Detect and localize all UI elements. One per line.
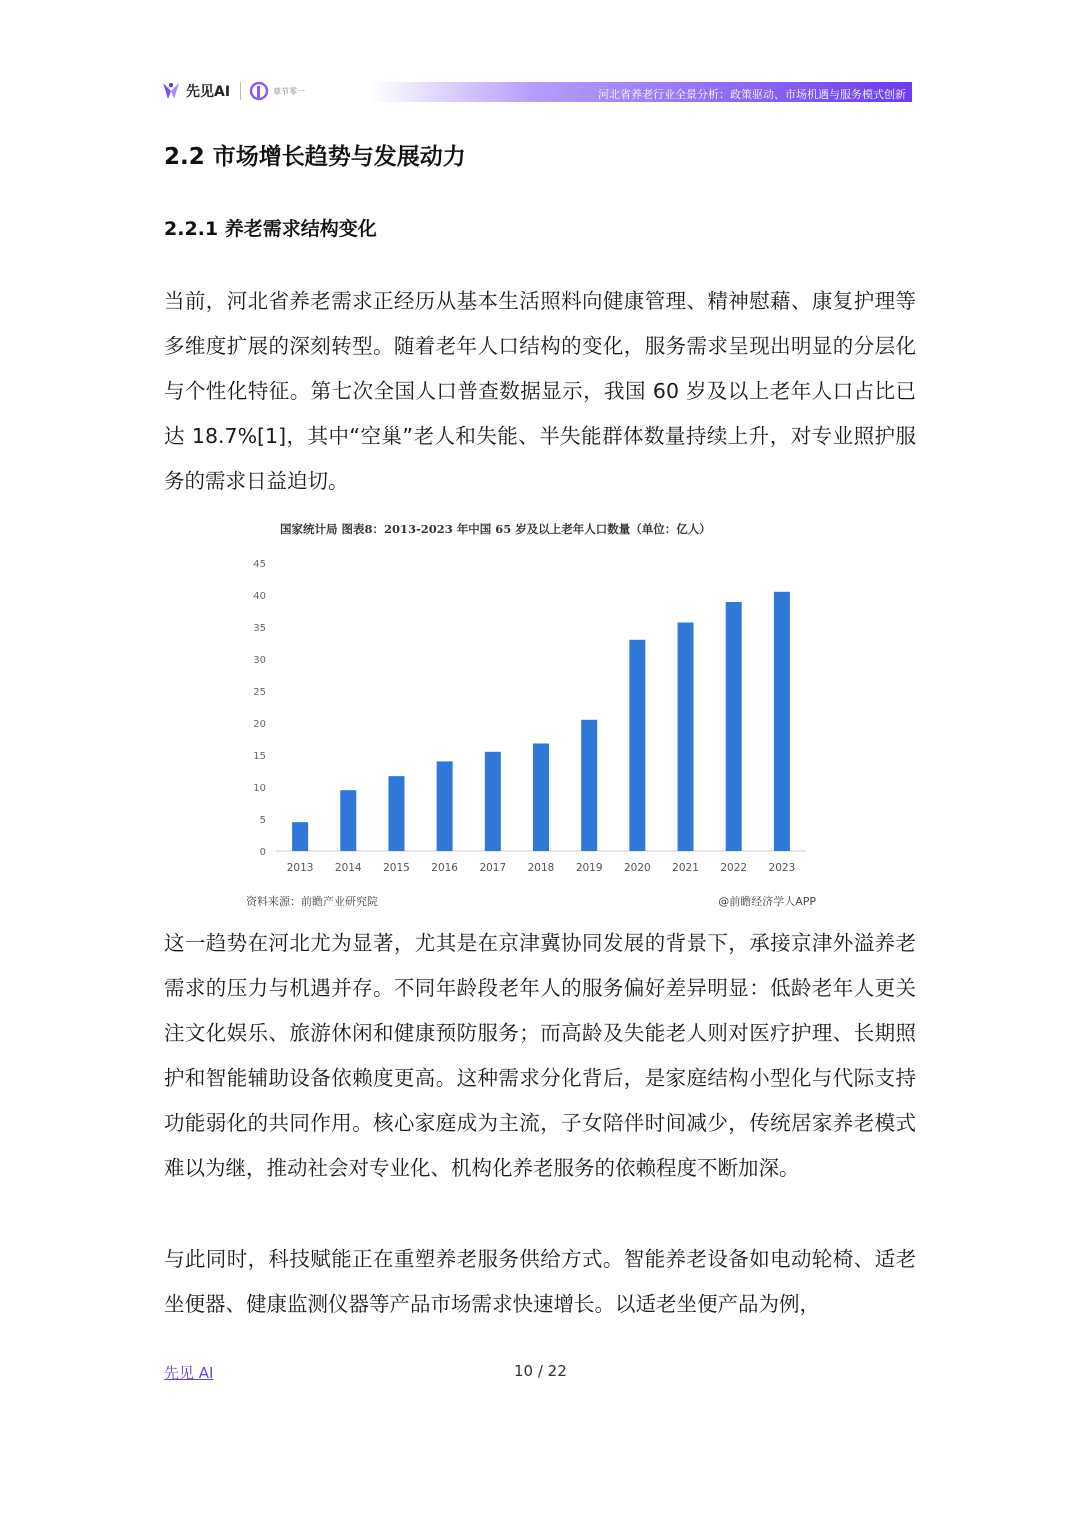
x-tick-label: 2022 [720, 862, 748, 874]
footer-brand-link[interactable]: 先见 AI [164, 1364, 214, 1382]
bar-2018 [533, 743, 549, 851]
bar-2017 [485, 752, 501, 851]
header-title-band [370, 82, 912, 102]
bar-2014 [340, 790, 356, 851]
brand-logo [160, 78, 305, 104]
x-tick-label: 2016 [431, 862, 459, 874]
y-tick-label: 25 [253, 687, 266, 698]
bar-2023 [774, 592, 790, 851]
y-tick-label: 5 [259, 815, 266, 826]
bar-2013 [292, 822, 308, 851]
section-heading: 2.2 市场增长趋势与发展动力 [164, 144, 466, 170]
logo-divider [240, 82, 241, 100]
x-tick-label: 2014 [334, 862, 362, 874]
page-number: 10 / 22 [514, 1362, 567, 1380]
paragraph-demand-shift: 当前，河北省养老需求正经历从基本生活照料向健康管理、精神慰藉、康复护理等多维度扩展的深刻转型。随着老年人口结构的变化，服务需求呈现出明显的分层化与个性化特征。第七次全国人口普查数据显示，我国 60 岁及以上老年人口占比已达 18.7%[1]，其中“空巢”老人和失能、半失能群体数量持续上升，对专业照护服务的需求日益迫切。 [164, 289, 916, 493]
chart-canvas [236, 513, 836, 917]
y-tick-label: 35 [253, 623, 266, 634]
partner-logo-icon [249, 81, 269, 101]
y-tick-label: 40 [253, 591, 266, 602]
y-tick-label: 20 [253, 719, 266, 730]
document-title: 河北省养老行业全景分析：政策驱动、市场机遇与服务模式创新 [598, 88, 906, 101]
x-tick-label: 2019 [575, 862, 603, 874]
y-tick-label: 0 [259, 847, 266, 858]
chart-source-right: @前瞻经济学人APP [718, 895, 816, 908]
x-tick-label: 2023 [768, 862, 796, 874]
y-tick-label: 10 [253, 783, 266, 794]
partner-logo-text: 章节零一 [273, 86, 306, 96]
subsection-heading: 2.2.1 养老需求结构变化 [164, 218, 377, 240]
x-tick-label: 2018 [527, 862, 555, 874]
bar-2019 [581, 720, 597, 851]
paragraph-tech-empowerment: 与此同时，科技赋能正在重塑养老服务供给方式。智能养老设备如电动轮椅、适老坐便器、健康监测仪器等产品市场需求快速增长。以适老坐便产品为例， [164, 1247, 916, 1316]
brand-logo-text: 先见AI [186, 84, 231, 100]
y-tick-label: 15 [253, 751, 266, 762]
bar-2020 [629, 640, 645, 851]
chart-title: 国家统计局 图表8：2013-2023 年中国 65 岁及以上老年人口数量（单位：亿人） [280, 522, 711, 536]
brand-logo-icon [160, 80, 182, 102]
bar-2021 [678, 623, 694, 851]
elderly-population-chart [236, 513, 836, 917]
bar-2016 [437, 761, 453, 851]
bar-2015 [388, 776, 404, 851]
x-tick-label: 2020 [623, 862, 651, 874]
y-tick-label: 45 [253, 559, 266, 570]
y-tick-label: 30 [253, 655, 266, 666]
x-tick-label: 2021 [672, 862, 699, 874]
page-header [160, 78, 912, 104]
bar-2022 [726, 602, 742, 851]
paragraph-regional-trend: 这一趋势在河北尤为显著，尤其是在京津冀协同发展的背景下，承接京津外溢养老需求的压力与机遇并存。不同年龄段老年人的服务偏好差异明显：低龄老年人更关注文化娱乐、旅游休闲和健康预防服务；而高龄及失能老人则对医疗护理、长期照护和智能辅助设备依赖度更高。这种需求分化背后，是家庭结构小型化与代际支持功能弱化的共同作用。核心家庭成为主流，子女陪伴时间减少，传统居家养老模式难以为继，推动社会对专业化、机构化养老服务的依赖程度不断加深。 [164, 931, 916, 1180]
x-tick-label: 2017 [479, 862, 507, 874]
x-tick-label: 2013 [286, 862, 314, 874]
chart-source-left: 资料来源：前瞻产业研究院 [246, 895, 378, 908]
x-tick-label: 2015 [383, 862, 410, 874]
